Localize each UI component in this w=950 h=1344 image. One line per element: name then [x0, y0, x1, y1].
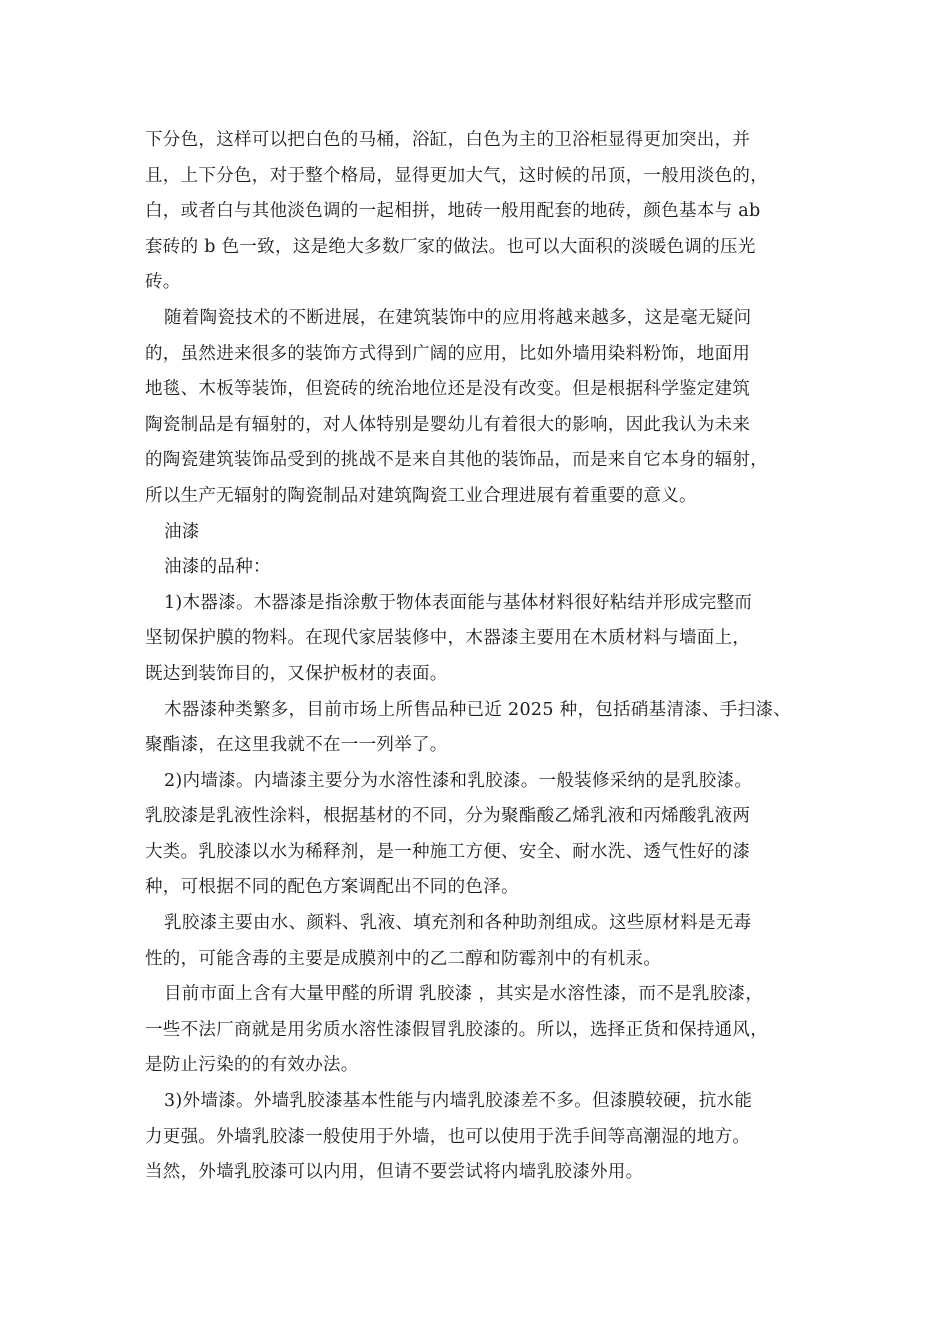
text-line: 一些不法厂商就是用劣质水溶性漆假冒乳胶漆的。所以，选择正货和保持通风，	[145, 1019, 768, 1040]
text-line: 既达到装饰目的，又保护板材的表面。	[145, 663, 448, 684]
text-line: 套砖的 b 色一致，这是绝大多数厂家的做法。也可以大面积的淡暖色调的压光	[145, 236, 756, 257]
text-line: 2)内墙漆。内墙漆主要分为水溶性漆和乳胶漆。一般装修采纳的是乳胶漆。	[164, 770, 753, 791]
text-line: 坚韧保护膜的物料。在现代家居装修中，木器漆主要用在木质材料与墙面上，	[145, 628, 751, 649]
text-line: 砖。	[145, 272, 181, 293]
text-line: 油漆	[164, 521, 200, 542]
text-line: 且，上下分色，对于整个格局，显得更加大气，这时候的吊顶，一般用淡色的，	[145, 165, 768, 186]
text-line: 的陶瓷建筑装饰品受到的挑战不是来自其他的装饰品，而是来自它本身的辐射，	[145, 450, 768, 471]
text-line: 目前市面上含有大量甲醛的所谓 乳胶漆 ，其实是水溶性漆，而不是乳胶漆，	[164, 984, 764, 1005]
text-line: 1)木器漆。木器漆是指涂敷于物体表面能与基体材料很好粘结并形成完整而	[164, 592, 753, 613]
text-line: 力更强。外墙乳胶漆一般使用于外墙，也可以使用于洗手间等高潮湿的地方。	[145, 1126, 751, 1147]
text-line: 随着陶瓷技术的不断进展，在建筑装饰中的应用将越来越多，这是毫无疑问	[164, 307, 752, 328]
text-line: 陶瓷制品是有辐射的，对人体特别是婴幼儿有着很大的影响，因此我认为未来	[145, 414, 751, 435]
text-line: 白，或者白与其他淡色调的一起相拼，地砖一般用配套的地砖，颜色基本与 ab	[145, 201, 761, 222]
text-line: 木器漆种类繁多，目前市场上所售品种已近 2025 种，包括硝基清漆、手扫漆、	[164, 699, 792, 720]
text-line: 地毯、木板等装饰，但瓷砖的统治地位还是没有改变。但是根据科学鉴定建筑	[145, 379, 751, 400]
text-line: 乳胶漆是乳液性涂料，根据基材的不同，分为聚酯酸乙烯乳液和丙烯酸乳液两	[145, 806, 751, 827]
text-line: 大类。乳胶漆以水为稀释剂，是一种施工方便、安全、耐水洗、透气性好的漆	[145, 841, 751, 862]
text-line: 3)外墙漆。外墙乳胶漆基本性能与内墙乳胶漆差不多。但漆膜较硬，抗水能	[164, 1091, 753, 1112]
text-line: 种，可根据不同的配色方案调配出不同的色泽。	[145, 877, 519, 898]
text-line: 下分色，这样可以把白色的马桶，浴缸，白色为主的卫浴柜显得更加突出，并	[145, 130, 751, 150]
text-line: 的，虽然进来很多的装饰方式得到广阔的应用，比如外墙用染料粉饰，地面用	[145, 343, 751, 364]
text-line: 所以生产无辐射的陶瓷制品对建筑陶瓷工业合理进展有着重要的意义。	[145, 485, 697, 506]
text-line: 聚酯漆，在这里我就不在一一列举了。	[145, 735, 448, 756]
text-line: 当然，外墙乳胶漆可以内用，但请不要尝试将内墙乳胶漆外用。	[145, 1162, 644, 1183]
text-line: 性的，可能含毒的主要是成膜剂中的乙二醇和防霉剂中的有机汞。	[145, 948, 662, 969]
text-line: 油漆的品种：	[164, 557, 271, 578]
text-line: 是防止污染的的有效办法。	[145, 1055, 359, 1076]
text-line: 乳胶漆主要由水、颜料、乳液、填充剂和各种助剂组成。这些原材料是无毒	[164, 913, 752, 934]
document-body	[145, 123, 825, 1191]
